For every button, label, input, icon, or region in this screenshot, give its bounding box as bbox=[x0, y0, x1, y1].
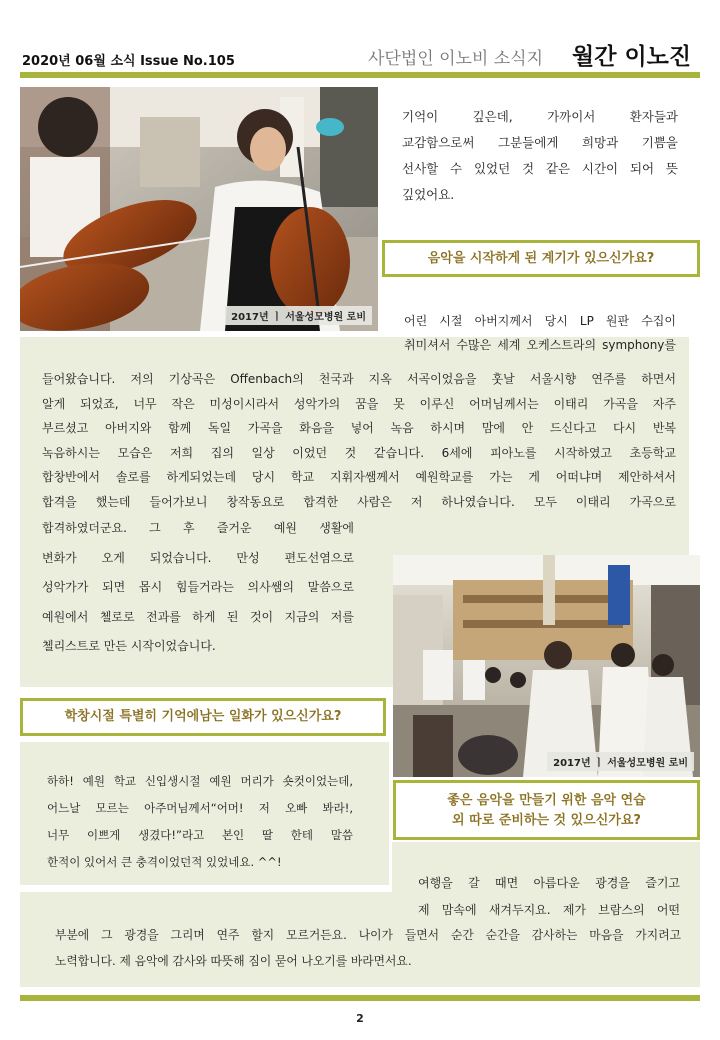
orchestra-photo-top bbox=[20, 87, 378, 331]
text-line: 기억이 깊은데, 가까이서 환자들과 bbox=[402, 109, 678, 124]
text-line: 첼리스트로 만든 시작이었습니다. bbox=[42, 639, 216, 653]
answer-1-continued bbox=[42, 514, 354, 662]
text-line: 어린 시절 아버지께서 당시 LP 원판 수집이 bbox=[404, 314, 676, 328]
text-line: 합격하였더군요. 그 후 즐거운 예원 생활에 bbox=[42, 521, 354, 535]
text-line: 제 맘속에 새겨두지요. 제가 브람스의 어떤 bbox=[418, 903, 680, 917]
page-number: 2 bbox=[356, 1012, 364, 1025]
text-line: 어느날 모르는 아주머님께서“어머! 저 오빠 봐라!, bbox=[47, 801, 353, 815]
text-line: 합창반에서 솔로를 하게되었는데 당시 학교 지휘자쌤께서 예원학교를 가는 게 어떠냐며 제안하셔서 bbox=[42, 470, 676, 484]
intro-paragraph bbox=[402, 104, 678, 208]
text-line: 변화가 오게 되었습니다. 만성 편도선염으로 bbox=[42, 550, 354, 565]
answer-1-body bbox=[42, 367, 676, 514]
atrium-illustration bbox=[393, 555, 700, 777]
magazine-title: 월간 이노진 bbox=[572, 44, 692, 70]
answer-3-head bbox=[418, 870, 680, 924]
answer-1-head bbox=[404, 309, 676, 357]
text-line: 부분에 그 광경을 그리며 연주 할지 모르거든요. 나이가 들면서 순간 순간을 감사하는 마음을 가지려고 bbox=[55, 928, 681, 942]
text-line: 알게 되었죠, 너무 작은 미성이시라서 성악가의 꿈을 못 이루신 어머님께서는 이태리 가곡을 자주 bbox=[42, 396, 676, 411]
organization-name: 사단법인 이노비 소식지 bbox=[368, 49, 544, 69]
issue-label: 2020년 06월 소식 Issue No.105 bbox=[22, 54, 235, 69]
footer-divider bbox=[20, 995, 700, 1001]
answer-2-body bbox=[47, 768, 353, 876]
text-line: 녹음하시는 모습은 저희 집의 일상 이었던 것 같습니다. 6세에 피아노를 시작하였고 초등학교 bbox=[42, 445, 676, 460]
text-line: 너무 이쁘게 생겼다!”라고 본인 딸 한테 말씀 bbox=[47, 828, 353, 842]
orchestra-illustration bbox=[20, 87, 378, 331]
question-box-1: 음악을 시작하게 된 계기가 있으신가요? bbox=[382, 240, 700, 277]
text-line: 예원에서 첼로로 전과를 하게 된 것이 지금의 저를 bbox=[42, 609, 354, 624]
photo-caption-top: 2017년 ㅣ 서울성모병원 로비 bbox=[225, 306, 372, 325]
question-box-2: 학창시절 특별히 기억에남는 일화가 있으신가요? bbox=[20, 698, 386, 736]
text-line: 부르셨고 아버지와 함께 독일 가곡을 화음을 넣어 녹음 하시며 맘에 안 드신다고 다시 반복 bbox=[42, 421, 676, 435]
photo-caption-middle: 2017년 ㅣ 서울성모병원 로비 bbox=[547, 752, 694, 771]
text-line: 한적이 있어서 큰 충격이었던적 있었네요. ^^! bbox=[47, 855, 282, 869]
text-line: 취미셔서 수많은 세계 오케스트라의 symphony를 bbox=[404, 338, 676, 352]
header-divider bbox=[20, 72, 700, 78]
question-line: 좋은 음악을 만들기 위한 음악 연습 bbox=[447, 793, 646, 808]
question-box-3 bbox=[393, 780, 700, 840]
text-line: 들어왔습니다. 저의 기상곡은 Offenbach의 천국과 지옥 서곡이었음을 훗날 서울시향 연주를 하면서 bbox=[42, 372, 676, 386]
answer-3-body bbox=[55, 922, 681, 974]
question-line: 외 따로 준비하는 것 있으신가요? bbox=[452, 813, 641, 828]
text-line: 여행을 갈 때면 아름다운 광경을 즐기고 bbox=[418, 876, 680, 890]
orchestra-photo-middle bbox=[393, 555, 700, 777]
text-line: 선사할 수 있었던 것 같은 시간이 되어 뜻 bbox=[402, 161, 678, 176]
text-line: 노력합니다. 제 음악에 감사와 따뜻해 짐이 묻어 나오기를 바라면서요. bbox=[55, 954, 412, 968]
text-line: 합격을 했는데 들어가보니 창작동요로 합격한 사람은 저 하나였습니다. 모두 이태리 가곡으로 bbox=[42, 494, 676, 509]
text-line: 하하! 예원 학교 신입생시절 예원 머리가 숏컷이었는데, bbox=[47, 774, 353, 788]
text-line: 성악가가 되면 몹시 힘들거라는 의사쌤의 말씀으로 bbox=[42, 580, 354, 594]
text-line: 깊었어요. bbox=[402, 187, 455, 202]
text-line: 교감함으로써 그분들에게 희망과 기쁨을 bbox=[402, 135, 678, 150]
